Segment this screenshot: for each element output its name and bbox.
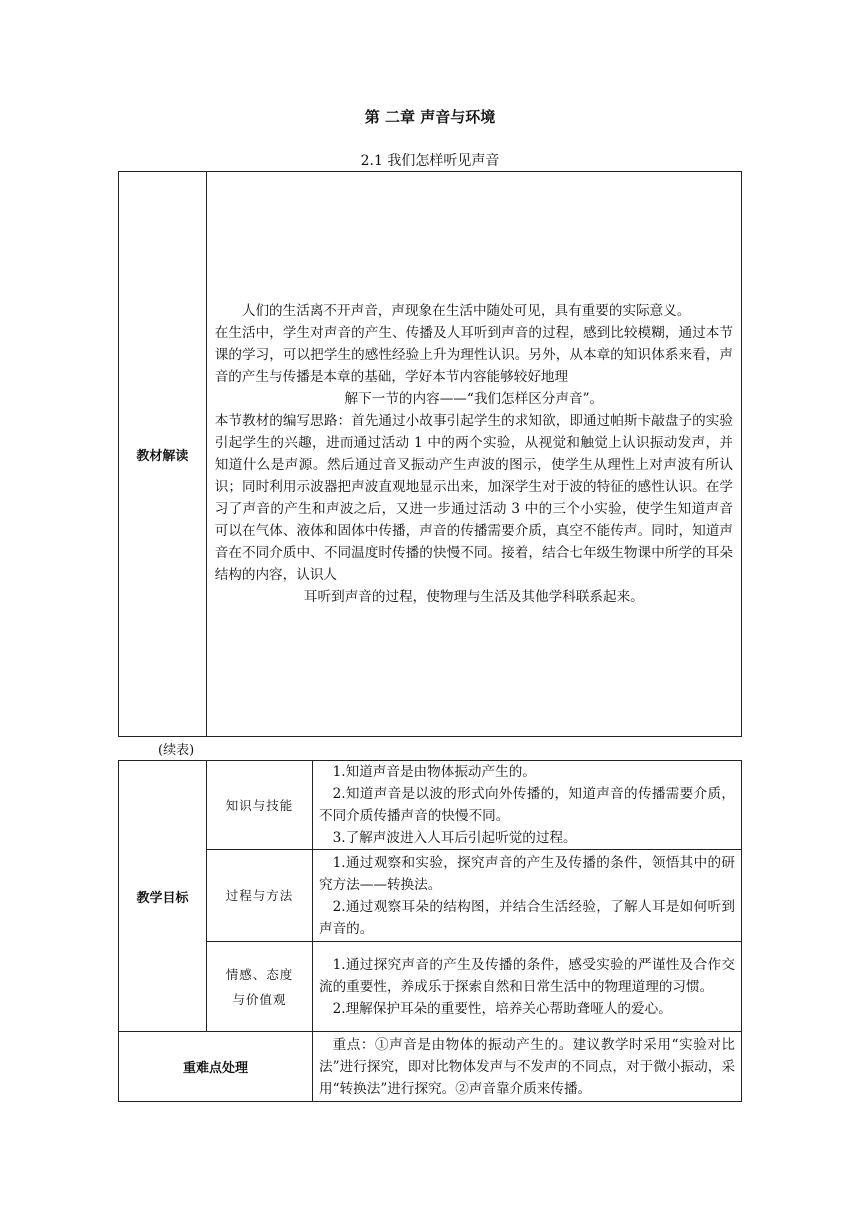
- process-content: [313, 850, 742, 942]
- emotion-item-1: 1.通过探究声音的产生及传播的条件，感受实验的严谨性及合作交流的重要性，养成乐于探索自然和日常生活中的物理道理的习惯。: [319, 956, 735, 995]
- key-points-content: [313, 1032, 742, 1102]
- emotion-label-line1: 情感、态度: [225, 966, 294, 982]
- emotion-label-line2: 与价值观: [232, 991, 287, 1007]
- process-item-2: 2.通过观察耳朵的结构图，并结合生活经验，了解人耳是如何听到声音的。: [319, 898, 735, 937]
- continued-label: (续表): [158, 743, 195, 758]
- materials-para2-tail: 耳听到声音的过程，使物理与生活及其他学科联系起来。: [303, 589, 644, 605]
- knowledge-item-2: 2.知道声音是以波的形式向外传播的，知道声音的传播需要介质，不同介质传播声音的快慢不同。: [319, 786, 735, 824]
- objectives-table: [118, 760, 742, 1102]
- materials-para1-tail: 解下一节的内容——“我们怎样区分声音”。: [344, 391, 604, 407]
- materials-para1-line1: 人们的生活离不开声音，声现象在生活中随处可见，具有重要的实际意义。: [241, 303, 691, 319]
- objectives-label: 教学目标: [119, 761, 207, 1032]
- process-item-1: 1.通过观察和实验，探究声音的产生及传播的条件，领悟其中的研究方法——转换法。: [319, 854, 735, 893]
- knowledge-item-1: 1.知道声音是由物体振动产生的。: [332, 764, 536, 780]
- section-title: 2.1 我们怎样听见声音: [360, 153, 500, 169]
- materials-label: 教材解读: [119, 172, 207, 737]
- materials-table: [118, 171, 742, 737]
- materials-content: [206, 172, 741, 737]
- knowledge-item-3: 3.了解声波进入人耳后引起听觉的过程。: [332, 830, 577, 846]
- chapter-title: 第 二章 声音与环境: [364, 108, 496, 126]
- process-label: 过程与方法: [207, 850, 313, 942]
- knowledge-content: [313, 761, 742, 850]
- emotion-label: [207, 942, 313, 1032]
- key-points-text: 重点：①声音是由物体的振动产生的。建议教学时采用“实验对比法”进行探究，即对比物体发声与不发声的不同点，对于微小振动，采用“转换法”进行探究。②声音靠介质来传播。: [319, 1036, 735, 1097]
- key-points-label: 重难点处理: [119, 1032, 313, 1102]
- emotion-item-2: 2.理解保护耳朵的重要性，培养关心帮助聋哑人的爱心。: [332, 1000, 672, 1017]
- knowledge-label: 知识与技能: [207, 761, 313, 850]
- materials-para2-body: 本节教材的编写思路：首先通过小故事引起学生的求知欲，即通过帕斯卡敲盘子的实验引起学生的兴趣，进而通过活动 1 中的两个实验，从视觉和触觉上认识振动发声，并知道什么是声源。然后通过音叉振动产生声波的图示，使学生从理性上对声波有所认识；同时利用示波器把声波直观地显示出来，加深学生对于波的特征的感性认识。在学习了声音的产生和声波之后，又进一步通过活动 3 中的三个小实验，使学生知道声音可以在气体、液体和固体中传播，声音的传播需要介质，真空不能传声。同时，知道声音在不同介质中、不同温度时传播的快慢不同。接着，结合七年级生物课中所学的耳朵结构的内容，认识人: [214, 413, 733, 583]
- materials-para1-body: 在生活中，学生对声音的产生、传播及人耳听到声音的过程，感到比较模糊，通过本节课的学习，可以把学生的感性经验上升为理性认识。另外，从本章的知识体系来看，声音的产生与传播是本章的基础，学好本节内容能够较好地理: [214, 325, 733, 385]
- emotion-content: [313, 942, 742, 1032]
